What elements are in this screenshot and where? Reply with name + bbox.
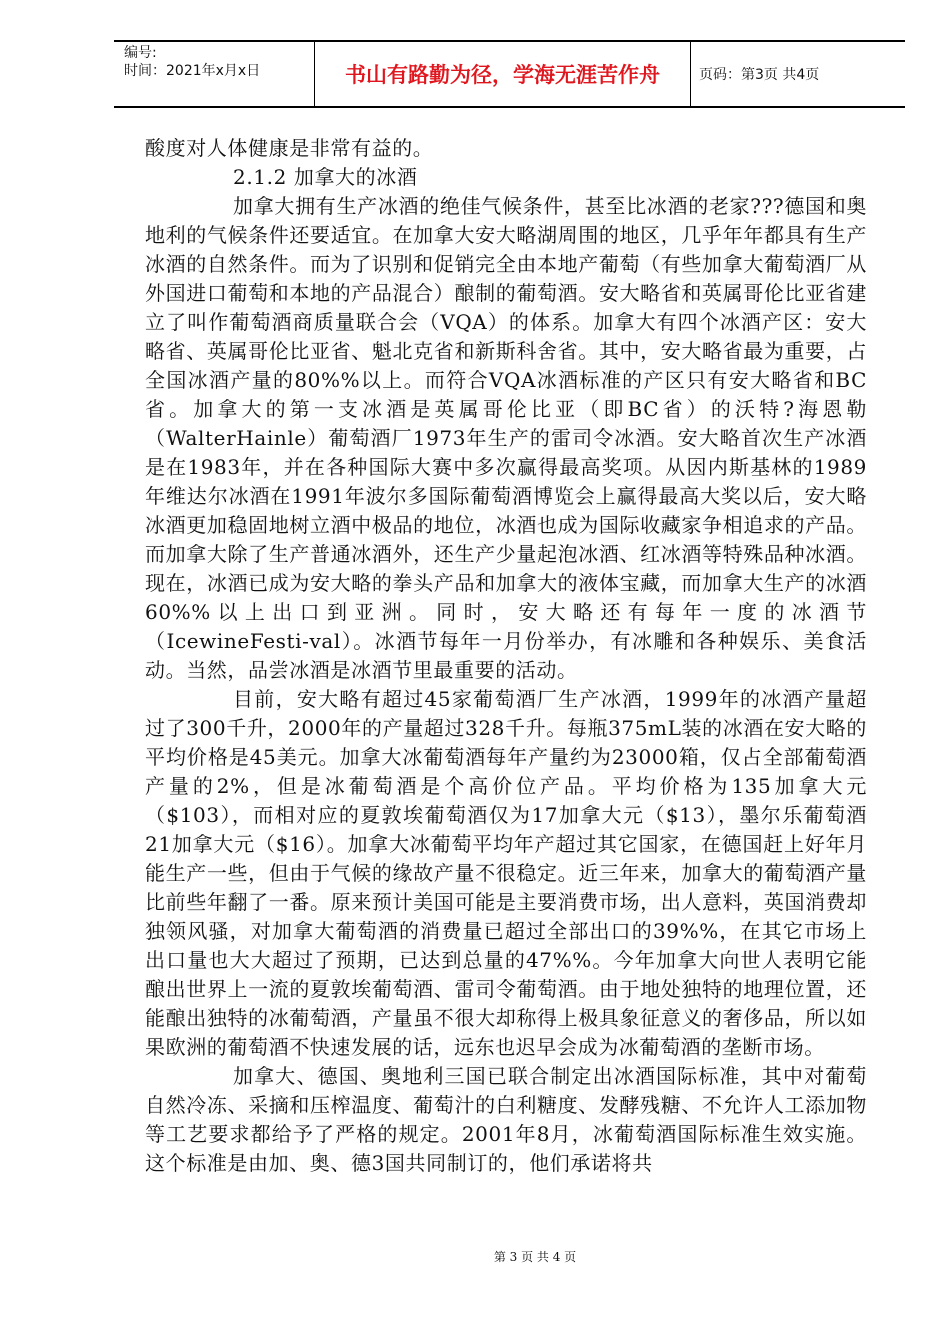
paragraph: 加拿大、德国、奥地利三国已联合制定出冰酒国际标准，其中对葡萄自然冷冻、采摘和压榨温度、葡萄汁的白利糖度、发酵残糖、不允许人工添加物等工艺要求都给予了严格的规定。2001年8月，冰葡萄酒国际标准生效实施。这个标准是由加、奥、德3国共同制订的，他们承诺将共 <box>145 1064 867 1175</box>
time-label: 时间：2021年x月x日 <box>124 63 261 79</box>
header-page-code: 页码：第3页 共4页 <box>699 67 820 83</box>
header-meta-cell <box>114 42 315 106</box>
serial-label: 编号: <box>124 45 157 61</box>
paragraph: 目前，安大略有超过45家葡萄酒厂生产冰酒，1999年的冰酒产量超过了300千升，2000年的产量超过328千升。每瓶375mL装的冰酒在安大略的平均价格是45美元。加拿大冰葡萄酒每年产量约为23000箱，仅占全部葡萄酒产量的2%，但是冰葡萄酒是个高价位产品。平均价格为135加拿大元（$103），而相对应的夏敦埃葡萄酒仅为17加拿大元（$13），墨尔乐葡萄酒21加拿大元（$16）。加拿大冰葡萄平均年产超过其它国家，在德国赶上好年月能生产一些，但由于气候的缘故产量不很稳定。近三年来，加拿大的葡萄酒产量比前些年翻了一番。原来预计美国可能是主要消费市场，出人意料，英国消费却独领风骚，对加拿大葡萄酒的消费量已超过全部出口的39%%，在其它市场上出口量也大大超过了预期，已达到总量的47%%。今年加拿大向世人表明它能酿出世界上一流的夏敦埃葡萄酒、雷司令葡萄酒。由于地处独特的地理位置，还能酿出独特的冰葡萄酒，产量虽不很大却称得上极具象征意义的奢侈品，所以如果欧洲的葡萄酒不快速发展的话，远东也迟早会成为冰葡萄酒的垄断市场。 <box>145 687 867 1059</box>
paragraph: 加拿大拥有生产冰酒的绝佳气候条件，甚至比冰酒的老家???德国和奥地利的气候条件还要适宜。在加拿大安大略湖周围的地区，几乎年年都具有生产冰酒的自然条件。而为了识别和促销完全由本地产葡萄（有些加拿大葡萄酒厂从外国进口葡萄和本地的产品混合）酿制的葡萄酒。安大略省和英属哥伦比亚省建立了叫作葡萄酒商质量联合会（VQA）的体系。加拿大有四个冰酒产区：安大略省、英属哥伦比亚省、魁北克省和新斯科舍省。其中，安大略省最为重要，占全国冰酒产量的80%%以上。而符合VQA冰酒标准的产区只有安大略省和BC省。加拿大的第一支冰酒是英属哥伦比亚（即BC省）的沃特?海恩勒（WalterHainle）葡萄酒厂1973年生产的雷司令冰酒。安大略首次生产冰酒是在1983年，并在各种国际大赛中多次赢得最高奖项。从因内斯基林的1989年维达尔冰酒在1991年波尔多国际葡萄酒博览会上赢得最高大奖以后，安大略冰酒更加稳固地树立酒中极品的地位，冰酒也成为国际收藏家争相追求的产品。而加拿大除了生产普通冰酒外，还生产少量起泡冰酒、红冰酒等特殊品种冰酒。现在，冰酒已成为安大略的拳头产品和加拿大的液体宝藏，而加拿大生产的冰酒60%%以上出口到亚洲。同时，安大略还有每年一度的冰酒节（IcewineFesti-val）。冰酒节每年一月份举办，有冰雕和各种娱乐、美食活动。当然，品尝冰酒是冰酒节里最重要的活动。 <box>145 194 867 682</box>
page-footer: 第 3 页 共 4 页 <box>493 1250 577 1264</box>
section-heading: 2.1.2 加拿大的冰酒 <box>233 165 418 189</box>
page-header <box>114 40 905 108</box>
document-body <box>145 134 867 1178</box>
lead-line: 酸度对人体健康是非常有益的。 <box>145 136 434 160</box>
header-motto: 书山有路勤为径，学海无涯苦作舟 <box>315 42 691 106</box>
